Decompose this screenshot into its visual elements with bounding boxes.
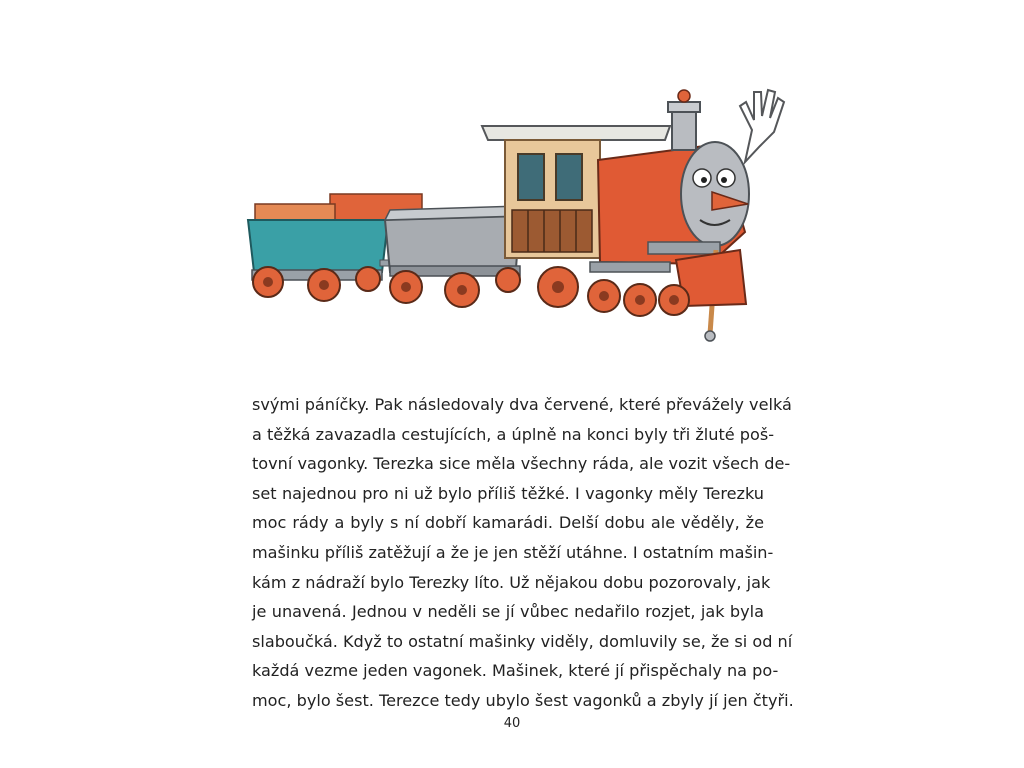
text-line: tovní vagonky. Terezka sice měla všechny ráda, ale vozit všech de- <box>252 454 791 474</box>
page-number: 40 <box>503 716 521 731</box>
text-line: moc, bylo šest. Terezce tedy ubylo šest vagonků a zbyly jí jen čtyři. <box>252 690 794 710</box>
text-line: je unavená. Jednou v neděli se jí vůbec nedařilo rozjet, jak byla <box>252 602 764 622</box>
text-line: každá vezme jeden vagonek. Mašinek, které jí přispěchaly na po- <box>252 661 779 681</box>
text-line: kám z nádraží bylo Terezky líto. Už nějakou dobu pozorovaly, jak <box>252 572 771 592</box>
train-illustration-icon <box>240 82 790 350</box>
text-line: slaboučká. Když to ostatní mašinky viděly, domluvily se, že si od ní <box>252 631 793 651</box>
text-line: a těžká zavazadla cestujících, a úplně na konci byly tři žluté poš- <box>252 424 775 444</box>
text-line: mašinku příliš zatěžují a že je jen stěží utáhne. I ostatním mašin- <box>252 542 774 562</box>
text-line: moc rády a byly s ní dobří kamarádi. Delší dobu ale věděly, že <box>252 513 764 533</box>
text-line: set najednou pro ni už bylo příliš těžké. I vagonky měly Terezku <box>252 483 764 503</box>
text-line: svými páníčky. Pak následovaly dva červené, které převážely velká <box>252 395 792 414</box>
body-text <box>252 390 794 716</box>
